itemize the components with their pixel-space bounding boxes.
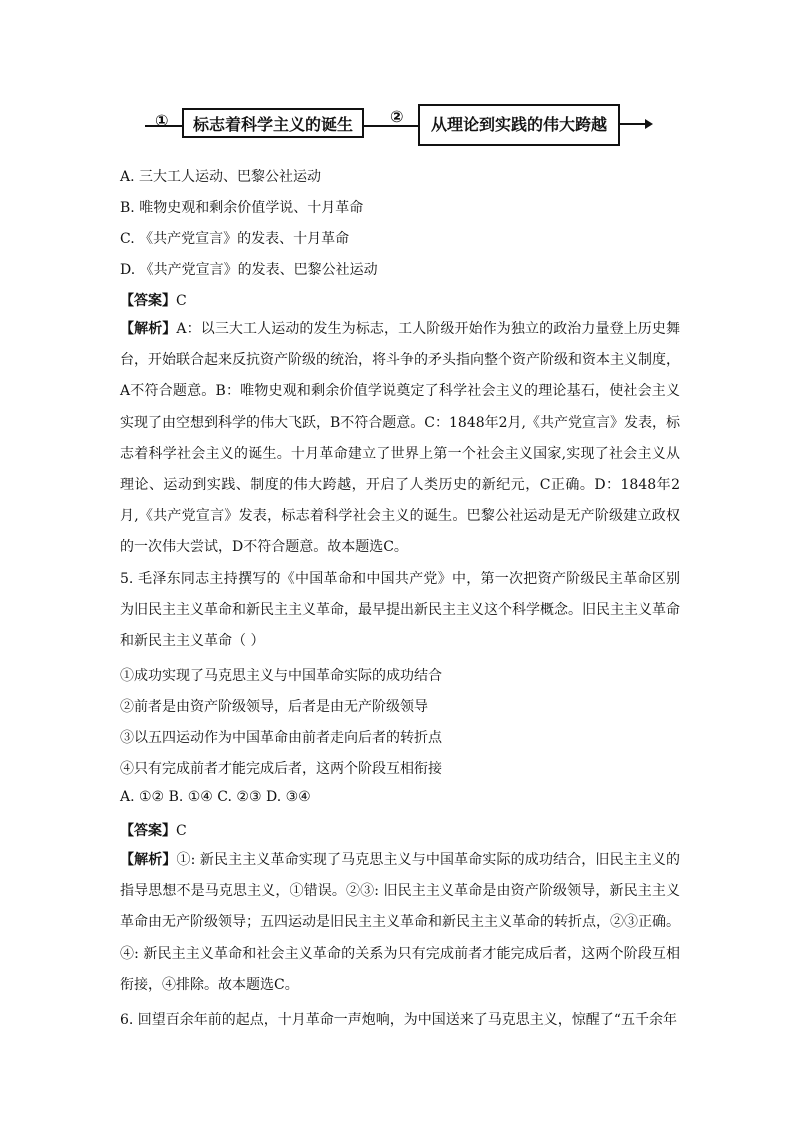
analysis-label: 【解析】 <box>120 852 177 868</box>
analysis-label: 【解析】 <box>120 321 177 337</box>
q5-options: A. ①② B. ①④ C. ②③ D. ③④ <box>120 789 311 805</box>
q5-item-1: ①成功实现了马克思主义与中国革命实际的成功结合 <box>120 668 442 684</box>
marker-2: ② <box>390 107 404 126</box>
analysis-text: A：以三大工人运动的发生为标志，工人阶级开始作为独立的政治力量登上历史舞台，开始联合起来反抗资产阶级的统治，将斗争的矛头指向整个资产阶级和资本主义制度，A不符合题意。B：唯物史观和剩余价值学说奠定了科学社会主义的理论基石，使社会主义实现了由空想到科学的伟大飞跃，B不符合题意。C：1848年2月,《共产党宣言》发表，标志着科学社会主义的诞生。十月革命建立了世界上第一个社会主义国家,实现了社会主义从理论、运动到实践、制度的伟大跨越，开启了人类历史的新纪元，C正确。D：1848年2月,《共产党宣言》发表，标志着科学社会主义的诞生。巴黎公社运动是无产阶级建立政权的一次伟大尝试，D不符合题意。故本题选C。 <box>120 321 681 556</box>
marker-1: ① <box>155 111 169 130</box>
q5-item-4: ④只有完成前者才能完成后者，这两个阶段互相衔接 <box>120 761 442 777</box>
q4-option-a: A. 三大工人运动、巴黎公社运动 <box>120 169 322 185</box>
flow-diagram <box>145 104 655 150</box>
answer-label: 【答案】 <box>120 293 176 309</box>
analysis-text: ①: 新民主主义革命实现了马克思主义与中国革命实际的成功结合，旧民主主义的指导思想不是马克思主义，①错误。②③: 旧民主主义革命是由资产阶级领导，新民主主义革命由无产阶级领导；五四运动是旧民主主义革命和新民主主义革命的转折点，②③正确。④: 新民主主义革命和社会主义革命的关系为只有完成前者才能完成后者，这两个阶段互相衔接，④排除。故本题选C。 <box>120 852 680 993</box>
diagram-box-1: 标志着科学主义的诞生 <box>182 108 364 138</box>
diagram-box-2: 从理论到实践的伟大跨越 <box>418 104 620 146</box>
q5-item-2: ②前者是由资产阶级领导，后者是由无产阶级领导 <box>120 699 428 715</box>
q4-option-c: C. 《共产党宣言》的发表、十月革命 <box>120 231 350 247</box>
q4-answer <box>120 290 187 310</box>
answer-label: 【答案】 <box>120 823 176 839</box>
q4-option-b: B. 唯物史观和剩余价值学说、十月革命 <box>120 200 364 216</box>
answer-value: C <box>176 823 187 839</box>
q5-answer <box>120 820 187 840</box>
answer-value: C <box>176 293 187 309</box>
q4-option-d: D. 《共产党宣言》的发表、巴黎公社运动 <box>120 262 378 278</box>
q5-item-3: ③以五四运动作为中国革命由前者走向后者的转折点 <box>120 730 442 746</box>
q5-stem: 5. 毛泽东同志主持撰写的《中国革命和中国共产党》中，第一次把资产阶级民主革命区别为旧民主主义革命和新民主主义革命，最早提出新民主主义这个科学概念。旧民主主义革命和新民主主义革命（ ） <box>120 571 680 650</box>
q4-analysis <box>120 314 680 564</box>
q5-analysis <box>120 845 680 1001</box>
q6-stem: 6. 回望百余年前的起点，十月革命一声炮响，为中国送来了马克思主义，惊醒了“五千余年 <box>120 1012 677 1028</box>
